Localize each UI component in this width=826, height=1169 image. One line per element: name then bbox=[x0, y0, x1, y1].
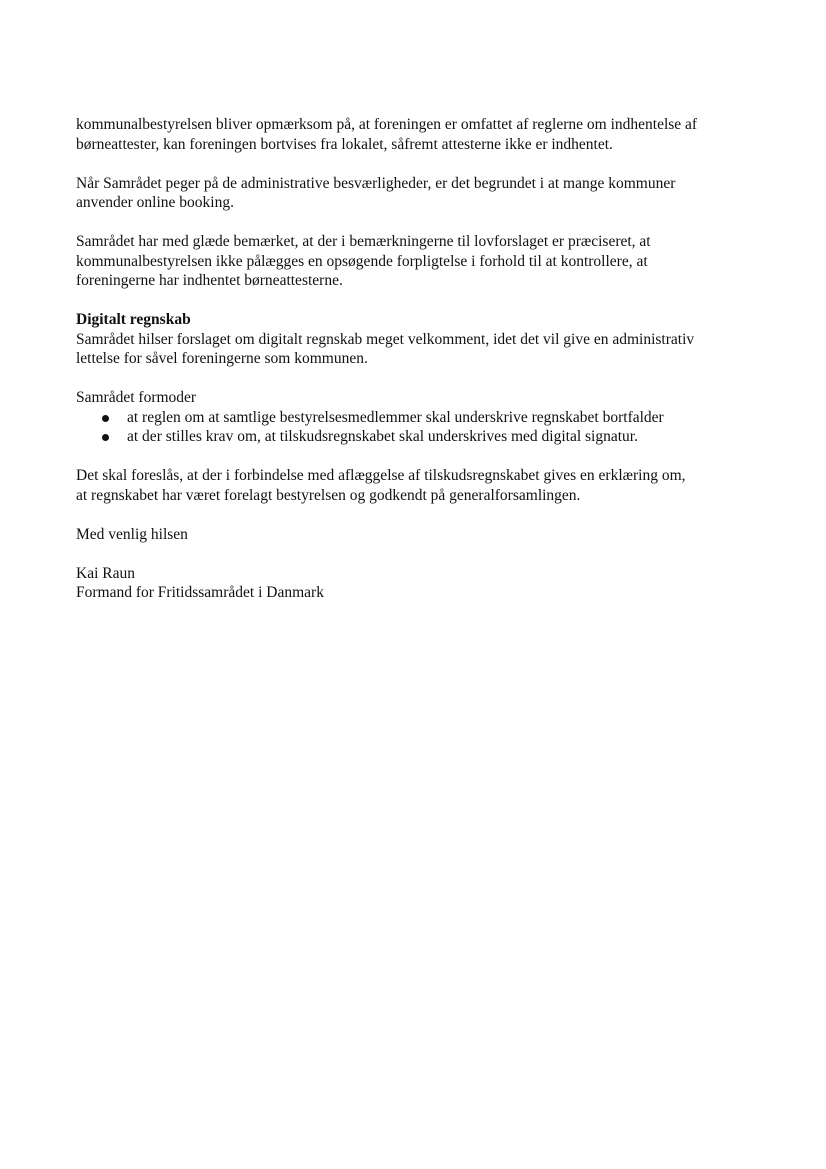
section-heading: Digitalt regnskab bbox=[76, 311, 191, 328]
section-digital-accounting bbox=[76, 310, 766, 369]
paragraph-administrative bbox=[76, 174, 766, 213]
bullet-list bbox=[76, 408, 766, 447]
bullet-icon bbox=[102, 415, 109, 422]
formoder-intro: Samrådet formoder bbox=[76, 389, 197, 406]
text-line: Samrådet hilser forslaget om digitalt regnskab meget velkomment, idet det vil give en administrativ bbox=[76, 330, 695, 348]
text-line: anvender online booking. bbox=[76, 194, 234, 211]
closing-greeting bbox=[76, 525, 766, 545]
greeting-text: Med venlig hilsen bbox=[76, 525, 188, 543]
paragraph-declaration bbox=[76, 466, 766, 505]
text-line: at regnskabet har været forelagt bestyrelsen og godkendt på generalforsamlingen. bbox=[76, 486, 581, 504]
signature-block bbox=[76, 564, 766, 603]
paragraph-booking-rules bbox=[76, 115, 766, 154]
text-line: kommunalbestyrelsen bliver opmærksom på, at foreningen er omfattet af reglerne om indhentelse af bbox=[76, 116, 698, 133]
paragraph-remarks bbox=[76, 232, 766, 291]
document-body bbox=[76, 115, 766, 622]
text-line: foreningerne har indhentet børneattesterne. bbox=[76, 272, 343, 289]
bullet-text: at der stilles krav om, at tilskudsregnskabet skal underskrives med digital signatur. bbox=[127, 428, 638, 445]
text-line: kommunalbestyrelsen ikke pålægges en opsøgende forpligtelse i forhold til at kontrollere, at bbox=[76, 252, 648, 270]
bullet-text: at reglen om at samtlige bestyrelsesmedlemmer skal underskrive regnskabet bortfalder bbox=[127, 408, 664, 426]
text-line: Det skal foreslås, at der i forbindelse med aflæggelse af tilskudsregnskabet gives en erklæring om, bbox=[76, 467, 686, 484]
bullet-item bbox=[76, 408, 766, 428]
text-line: Samrådet har med glæde bemærket, at der i bemærkningerne til lovforslaget er præciseret, at bbox=[76, 233, 651, 250]
signer-title: Formand for Fritidssamrådet i Danmark bbox=[76, 584, 324, 601]
bullet-item bbox=[76, 427, 766, 447]
text-line: børneattester, kan foreningen bortvises fra lokalet, såfremt attesterne ikke er indhentet. bbox=[76, 135, 613, 153]
bullet-icon bbox=[102, 434, 109, 441]
text-line: Når Samrådet peger på de administrative besværligheder, er det begrundet i at mange kommuner bbox=[76, 174, 676, 192]
signer-name: Kai Raun bbox=[76, 564, 135, 582]
text-line: lettelse for såvel foreningerne som kommunen. bbox=[76, 350, 368, 367]
section-formoder bbox=[76, 388, 766, 447]
